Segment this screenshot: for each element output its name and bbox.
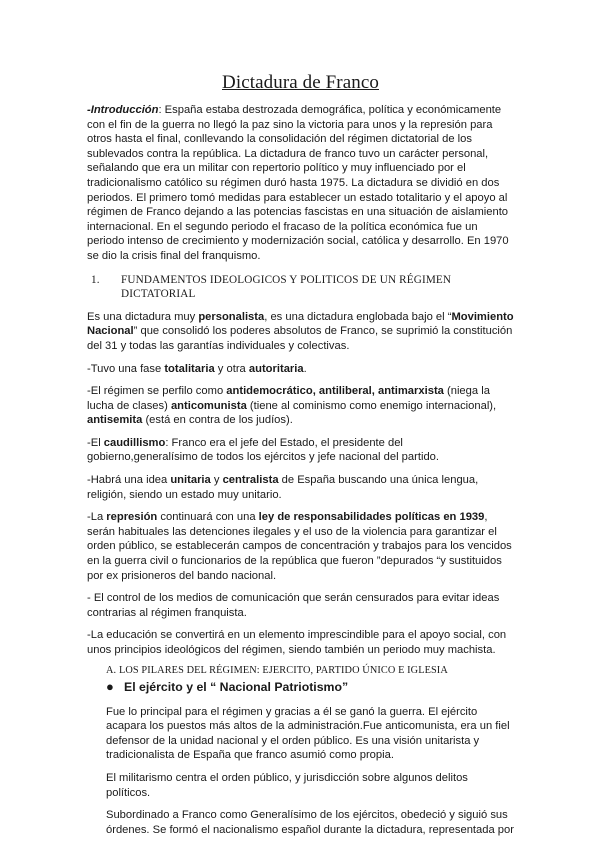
bold-term: unitaria	[170, 474, 211, 487]
paragraph-represion	[87, 510, 514, 583]
bold-term: centralista	[222, 474, 279, 487]
text-run: -El	[87, 436, 104, 449]
section-1-number: 1.	[91, 273, 100, 286]
intro-label: -Introducción	[87, 104, 159, 116]
bold-term: personalista	[198, 310, 265, 323]
intro-text: : España estaba destrozada demográfica, política y económicamente con el fin de la guerra no llegó la paz sino la victoria para unos y la represión para otros hasta el final, conllevando la consolidación del régimen dictatorial de los sublevados contra la república. La dictadura de franco tuvo un carácter personal, señalando que era un militar con repertorio político y muy influenciado por el tradicionalismo católico su régimen duró hasta 1975. La dictadura se dividió en dos periodos. El primero tomó medidas para establecer un estado totalitario y el apoyo al régimen de Franco dejando a las potencias fascistas en una situación de aislamiento internacional. En el segundo periodo el fracaso de la política económica fue un periodo intenso de crecimiento y modernización social, católica y desarrollo. En 1970 se dio la crisis final del franquismo.	[87, 104, 509, 262]
paragraph-perfil	[87, 384, 514, 428]
army-paragraph-1: Fue lo principal para el régimen y gracias a él se ganó la guerra. El ejército acapara los puestos más altos de la administración.Fue anticomunista, era un fiel defensor de la unidad nacional y el orden público. Es una visión unitarista y tradicionalista de España que franco asumió como propia.	[106, 705, 510, 762]
text-run: , serán habituales las detenciones ilegales y el uso de la violencia para garantizar el orden público, se establecerán campos de concentración y trabajos para los vencidos en la guerra civil o funcionarios de la república que fueron ”depurados “y sustituidos por ex prisioneros del bando nacional.	[87, 511, 512, 582]
text-run: : Franco era el jefe del Estado, el presidente del gobierno,generalísimo de todos los ejércitos y jefe nacional del partido.	[87, 436, 439, 464]
army-paragraph-2: El militarismo centra el orden público, y jurisdicción sobre algunos delitos políticos.	[106, 771, 468, 799]
bold-term: represión	[106, 511, 158, 524]
bullet-dot-icon: ●	[106, 678, 114, 694]
paragraph-personalista	[87, 310, 514, 354]
text-run: continuará con una	[157, 511, 259, 524]
paragraph-educacion: -La educación se convertirá en un elemento imprescindible para el apoyo social, con unos principios ideológicos del régimen, siendo también un periodo muy machista.	[87, 629, 507, 656]
army-bullet-heading	[87, 679, 514, 695]
army-paragraph-3: Subordinado a Franco como Generalísimo de los ejércitos, obedeció y siguió sus órdenes. Se formó el nacionalismo español durante la dictadura, representada por	[106, 809, 514, 836]
bold-term: caudillismo	[103, 436, 166, 449]
text-run: y	[210, 474, 223, 487]
army-heading-text: El ejército y el “ Nacional Patriotismo”	[124, 679, 349, 694]
paragraph-caudillismo	[87, 436, 514, 465]
paragraph-medios: - El control de los medios de comunicación que serán censurados para evitar ideas contrarias al régimen franquista.	[87, 592, 500, 619]
bold-term: totalitaria	[164, 362, 215, 375]
paragraph-unitaria	[87, 473, 514, 502]
intro-paragraph	[87, 103, 514, 264]
bold-term: anticomunista	[170, 399, 247, 412]
text-run: .	[303, 362, 307, 375]
bold-term: Movimiento Nacional	[87, 310, 514, 338]
subsection-a-marker: A.	[106, 664, 117, 676]
bold-term: antisemita	[87, 414, 143, 427]
text-run: -La	[87, 511, 107, 524]
text-run: de España buscando una única lengua, religión, siendo un estado muy unitario.	[87, 474, 479, 501]
bold-term: ley de responsabilidades políticas en 1939	[258, 511, 485, 524]
text-run: Es una dictadura muy	[87, 310, 199, 323]
text-run: -El régimen se perfilo como	[87, 385, 227, 398]
page-title: Dictadura de Franco	[222, 72, 379, 93]
text-run: -Tuvo una fase	[87, 362, 165, 375]
text-run: (tiene al cominismo como enemigo internacional),	[246, 399, 497, 412]
bold-term: antidemocrático, antiliberal, antimarxista	[226, 385, 444, 398]
text-run: (está en contra de los judíos).	[142, 414, 293, 427]
bold-term: autoritaria	[248, 362, 304, 375]
subsection-a-title: LOS PILARES DEL RÉGIMEN: EJERCITO, PARTIDO ÚNICO E IGLESIA	[119, 664, 448, 676]
text-run: (niega la lucha de clases)	[87, 385, 490, 412]
subsection-a-heading	[87, 664, 514, 677]
text-run: , es una dictadura englobada bajo el “	[264, 310, 452, 323]
paragraph-fases	[87, 362, 514, 377]
text-run: y otra	[214, 362, 249, 375]
section-1-heading	[87, 273, 514, 302]
text-run: -Habrá una idea	[87, 474, 171, 487]
section-1-title: FUNDAMENTOS IDEOLOGICOS Y POLITICOS DE UN RÉGIMEN DICTATORIAL	[121, 273, 452, 301]
text-run: ” que consolidó los poderes absolutos de Franco, se suprimió la constitución del 31 y todas las garantías individuales y colectivas.	[87, 325, 513, 352]
